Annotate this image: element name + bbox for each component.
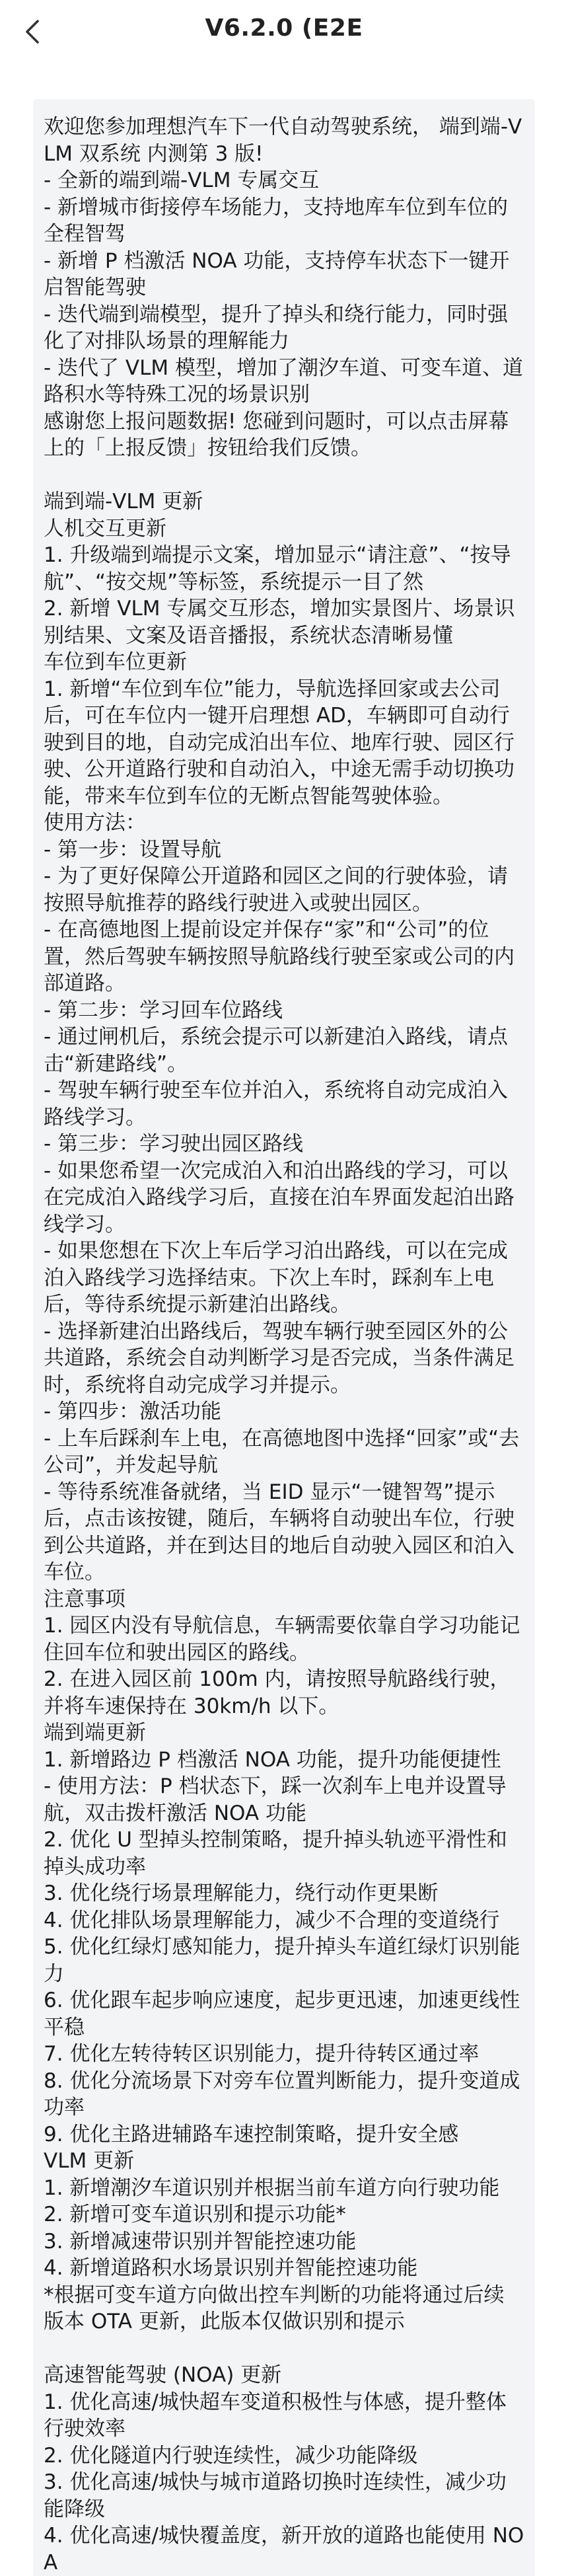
- release-note-line: 1. 优化高速/城快超车变道积极性与体感，提升整体行驶效率: [44, 2390, 507, 2441]
- release-note-line: - 第二步：学习回车位路线: [44, 998, 283, 1022]
- release-note-line: 2. 在进入园区前 100m 内，请按照导航路线行驶，并将车速保持在 30km/h 以下。: [44, 1667, 511, 1718]
- release-note-line: 8. 优化分流场景下对旁车位置判断能力，提升变道成功率: [44, 2068, 520, 2119]
- release-notes-text: [44, 114, 524, 2576]
- release-note-line: 2. 新增可变车道识别和提示功能*: [44, 2203, 346, 2226]
- release-note-line: 4. 新增道路积水场景识别并智能控速功能: [44, 2256, 418, 2280]
- release-note-line: [44, 462, 524, 489]
- release-note-line: - 第三步：学习驶出园区路线: [44, 1132, 304, 1156]
- release-note-line: - 等待系统准备就绪，当 EID 显示“一键智驾”提示后，点击该按键，随后，车辆将自动驶出车位，行驶到公共道路，并在到达目的地后自动驶入园区和泊入车位。: [44, 1480, 515, 1584]
- release-note-line: - 为了更好保障公开道路和园区之间的行驶体验，请按照导航推荐的路线行驶进入或驶出园区。: [44, 864, 509, 915]
- release-note-line: *根据可变车道方向做出控车判断的功能将通过后续版本 OTA 更新，此版本仅做识别和提示: [44, 2283, 505, 2333]
- release-note-line: - 通过闸机后，系统会提示可以新建泊入路线，请点击“新建路线”。: [44, 1025, 509, 1076]
- release-note-line: 7. 优化左转待转区识别能力，提升待转区通过率: [44, 2042, 479, 2066]
- page-title: V6.2.0 (E2E: [205, 15, 363, 42]
- release-note-line: 1. 新增路边 P 档激活 NOA 功能，提升功能便捷性: [44, 1747, 501, 1772]
- release-note-line: 欢迎您参加理想汽车下一代自动驾驶系统， 端到端-VLM 双系统 内测第 3 版!: [44, 115, 522, 166]
- release-note-line: 2. 新增 VLM 专属交互形态，增加实景图片、场景识别结果、文案及语音播报，系统状态清晰易懂: [44, 597, 515, 648]
- release-note-line: 感谢您上报问题数据! 您碰到问题时，可以点击屏幕上的「上报反馈」按钮给我们反馈。: [44, 409, 509, 460]
- release-note-line: - 选择新建泊出路线后，驾驶车辆行驶至园区外的公共道路，系统会自动判断学习是否完成，当条件满足时，系统将自动完成学习并提示。: [44, 1319, 515, 1397]
- release-note-line: 高速智能驾驶 (NOA) 更新: [44, 2363, 282, 2387]
- release-note-line: 3. 优化高速/城快与城市道路切换时连续性，减少功能降级: [44, 2470, 507, 2521]
- release-note-line: 3. 优化绕行场景理解能力，绕行动作更果断: [44, 1881, 439, 1905]
- release-note-line: - 第四步：激活功能: [44, 1400, 222, 1423]
- release-note-line: 2. 优化 U 型掉头控制策略，提升掉头轨迹平滑性和掉头成功率: [44, 1828, 507, 1879]
- release-note-line: 1. 新增潮汐车道识别并根据当前车道方向行驶功能: [44, 2176, 500, 2200]
- release-note-line: 人机交互更新: [44, 516, 166, 541]
- release-note-line: - 新增城市街接停车场能力，支持地库车位到车位的全程智驾: [44, 195, 509, 246]
- top-nav-bar: [0, 0, 568, 66]
- release-note-line: - 如果您希望一次完成泊入和泊出路线的学习，可以在完成泊入路线学习后，直接在泊车界面发起泊出路线学习。: [44, 1158, 515, 1236]
- release-note-line: - 迭代了 VLM 模型，增加了潮汐车道、可变车道、道路积水等特殊工况的场景识别: [44, 356, 523, 406]
- release-note-line: 车位到车位更新: [44, 650, 187, 674]
- release-note-line: - 新增 P 档激活 NOA 功能，支持停车状态下一键开启智能驾驶: [44, 248, 510, 299]
- release-note-line: 使用方法：: [44, 811, 146, 835]
- release-note-line: 注意事项: [44, 1587, 125, 1611]
- release-note-line: 3. 新增减速带识别并智能控速功能: [44, 2229, 357, 2254]
- release-note-line: 9. 优化主路进辅路车速控制策略，提升安全感: [44, 2122, 459, 2146]
- release-note-line: 4. 优化排队场景理解能力，减少不合理的变道绕行: [44, 1908, 500, 1932]
- release-note-line: VLM 更新: [44, 2149, 135, 2173]
- release-note-line: [44, 2335, 524, 2363]
- release-note-line: 1. 新增“车位到车位”能力，导航选择回家或去公司后，可在车位内一键开启理想 AD，车辆即可自动行驶到目的地，自动完成泊出车位、地库行驶、园区行驶、公开道路行驶和自动泊入，中途无需手动切换功能，带来车位到车位的无断点智能驾驶体验。: [44, 677, 515, 808]
- release-note-line: - 使用方法：P 档状态下，踩一次刹车上电并设置导航，双击拨杆激活 NOA 功能: [44, 1774, 507, 1825]
- release-note-line: 1. 园区内没有导航信息，车辆需要依靠自学习功能记住回车位和驶出园区的路线。: [44, 1614, 520, 1665]
- release-note-line: - 迭代端到端模型，提升了掉头和绕行能力，同时强化了对排队场景的理解能力: [44, 302, 509, 353]
- release-note-line: - 上车后踩刹车上电，在高德地图中选择“回家”或“去公司”，并发起导航: [44, 1426, 520, 1477]
- release-note-line: - 如果您想在下次上车后学习泊出路线，可以在完成泊入路线学习选择结束。下次上车时，踩刹车上电后，等待系统提示新建泊出路线。: [44, 1239, 509, 1316]
- release-note-line: - 驾驶车辆行驶至车位并泊入，系统将自动完成泊入路线学习。: [44, 1079, 509, 1129]
- release-note-line: 端到端更新: [44, 1721, 146, 1745]
- release-note-line: 6. 优化跟车起步响应速度，起步更迅速，加速更线性平稳: [44, 1989, 520, 2039]
- release-note-line: 5. 优化红绿灯感知能力，提升掉头车道红绿灯识别能力: [44, 1935, 520, 1986]
- release-note-line: - 全新的端到端-VLM 专属交互: [44, 169, 320, 192]
- release-note-line: - 在高德地图上提前设定并保存“家”和“公司”的位置，然后驾驶车辆按照导航路线行驶至家或公司的内部道路。: [44, 918, 515, 995]
- release-note-line: 2. 优化隧道内行驶连续性，减少功能降级: [44, 2443, 418, 2468]
- release-note-line: 1. 升级端到端提示文案，增加显示“请注意”、“按导航”、“按交规”等标签，系统提示一目了然: [44, 543, 511, 594]
- release-note-line: 端到端-VLM 更新: [44, 490, 203, 513]
- release-note-line: 4. 优化高速/城快覆盖度，新开放的道路也能使用 NOA: [44, 2524, 524, 2575]
- release-notes-panel[interactable]: [33, 99, 535, 2576]
- release-note-line: - 第一步：设置导航: [44, 837, 222, 862]
